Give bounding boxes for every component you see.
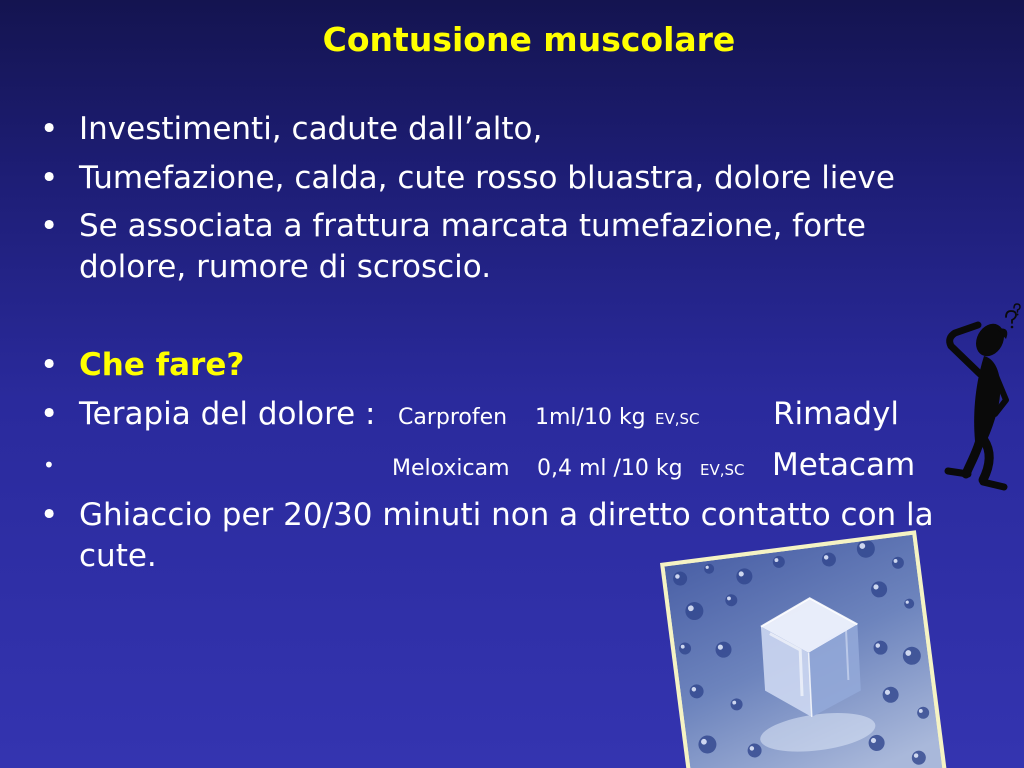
bullet-item-pain-therapy: [40, 394, 970, 440]
bullet-item-symptoms: [40, 158, 970, 199]
drug-route: EV,SC: [655, 410, 700, 428]
bullet-text: Investimenti, cadute dall’alto,: [79, 111, 543, 147]
bullet-text-highlight: Che fare?: [79, 347, 245, 383]
therapy-row-meloxicam: [79, 445, 970, 491]
drug-route: EV,SC: [700, 461, 745, 479]
left-leg: [966, 440, 980, 474]
drug-name: Carprofen: [398, 405, 508, 430]
bullet-marker: •: [40, 347, 59, 383]
slide-title: Contusione muscolare: [322, 20, 736, 59]
question-mark-icon: [1006, 304, 1020, 328]
right-foot: [983, 482, 1004, 487]
bullet-marker: •: [40, 111, 59, 147]
bullet-marker: •: [43, 453, 55, 477]
bullet-marker: •: [40, 160, 59, 196]
thinking-man-icon: [940, 300, 1022, 495]
bullet-item-fracture: [40, 206, 970, 288]
bullet-marker: •: [40, 396, 59, 432]
therapy-row-carprofen: [79, 394, 970, 440]
bullet-marker: •: [40, 208, 59, 244]
bullet-item-causes: [40, 109, 970, 150]
bullet-marker: •: [40, 497, 59, 533]
raised-arm: [950, 325, 980, 374]
right-leg: [983, 440, 989, 480]
left-foot: [948, 471, 968, 474]
bullet-text: Se associata a frattura marcata tumefazione, forte dolore, rumore di scroscio.: [79, 208, 867, 285]
drug-dose: 0,4 ml /10 kg: [537, 456, 683, 481]
ice-cube-photo: [650, 525, 960, 768]
bullet-text: Ghiaccio per 20/30 minuti non a diretto contatto con la cute.: [79, 497, 934, 574]
bullet-text: Tumefazione, calda, cute rosso bluastra, dolore lieve: [79, 160, 895, 196]
drug-brand: Rimadyl: [773, 396, 899, 432]
bullet-item-what-to-do: [40, 345, 970, 386]
drug-name: Meloxicam: [392, 456, 510, 481]
therapy-label: Terapia del dolore :: [79, 396, 376, 432]
drug-dose: 1ml/10 kg: [535, 405, 646, 430]
drug-brand: Metacam: [772, 447, 916, 483]
bullet-item-meloxicam: [40, 445, 970, 491]
